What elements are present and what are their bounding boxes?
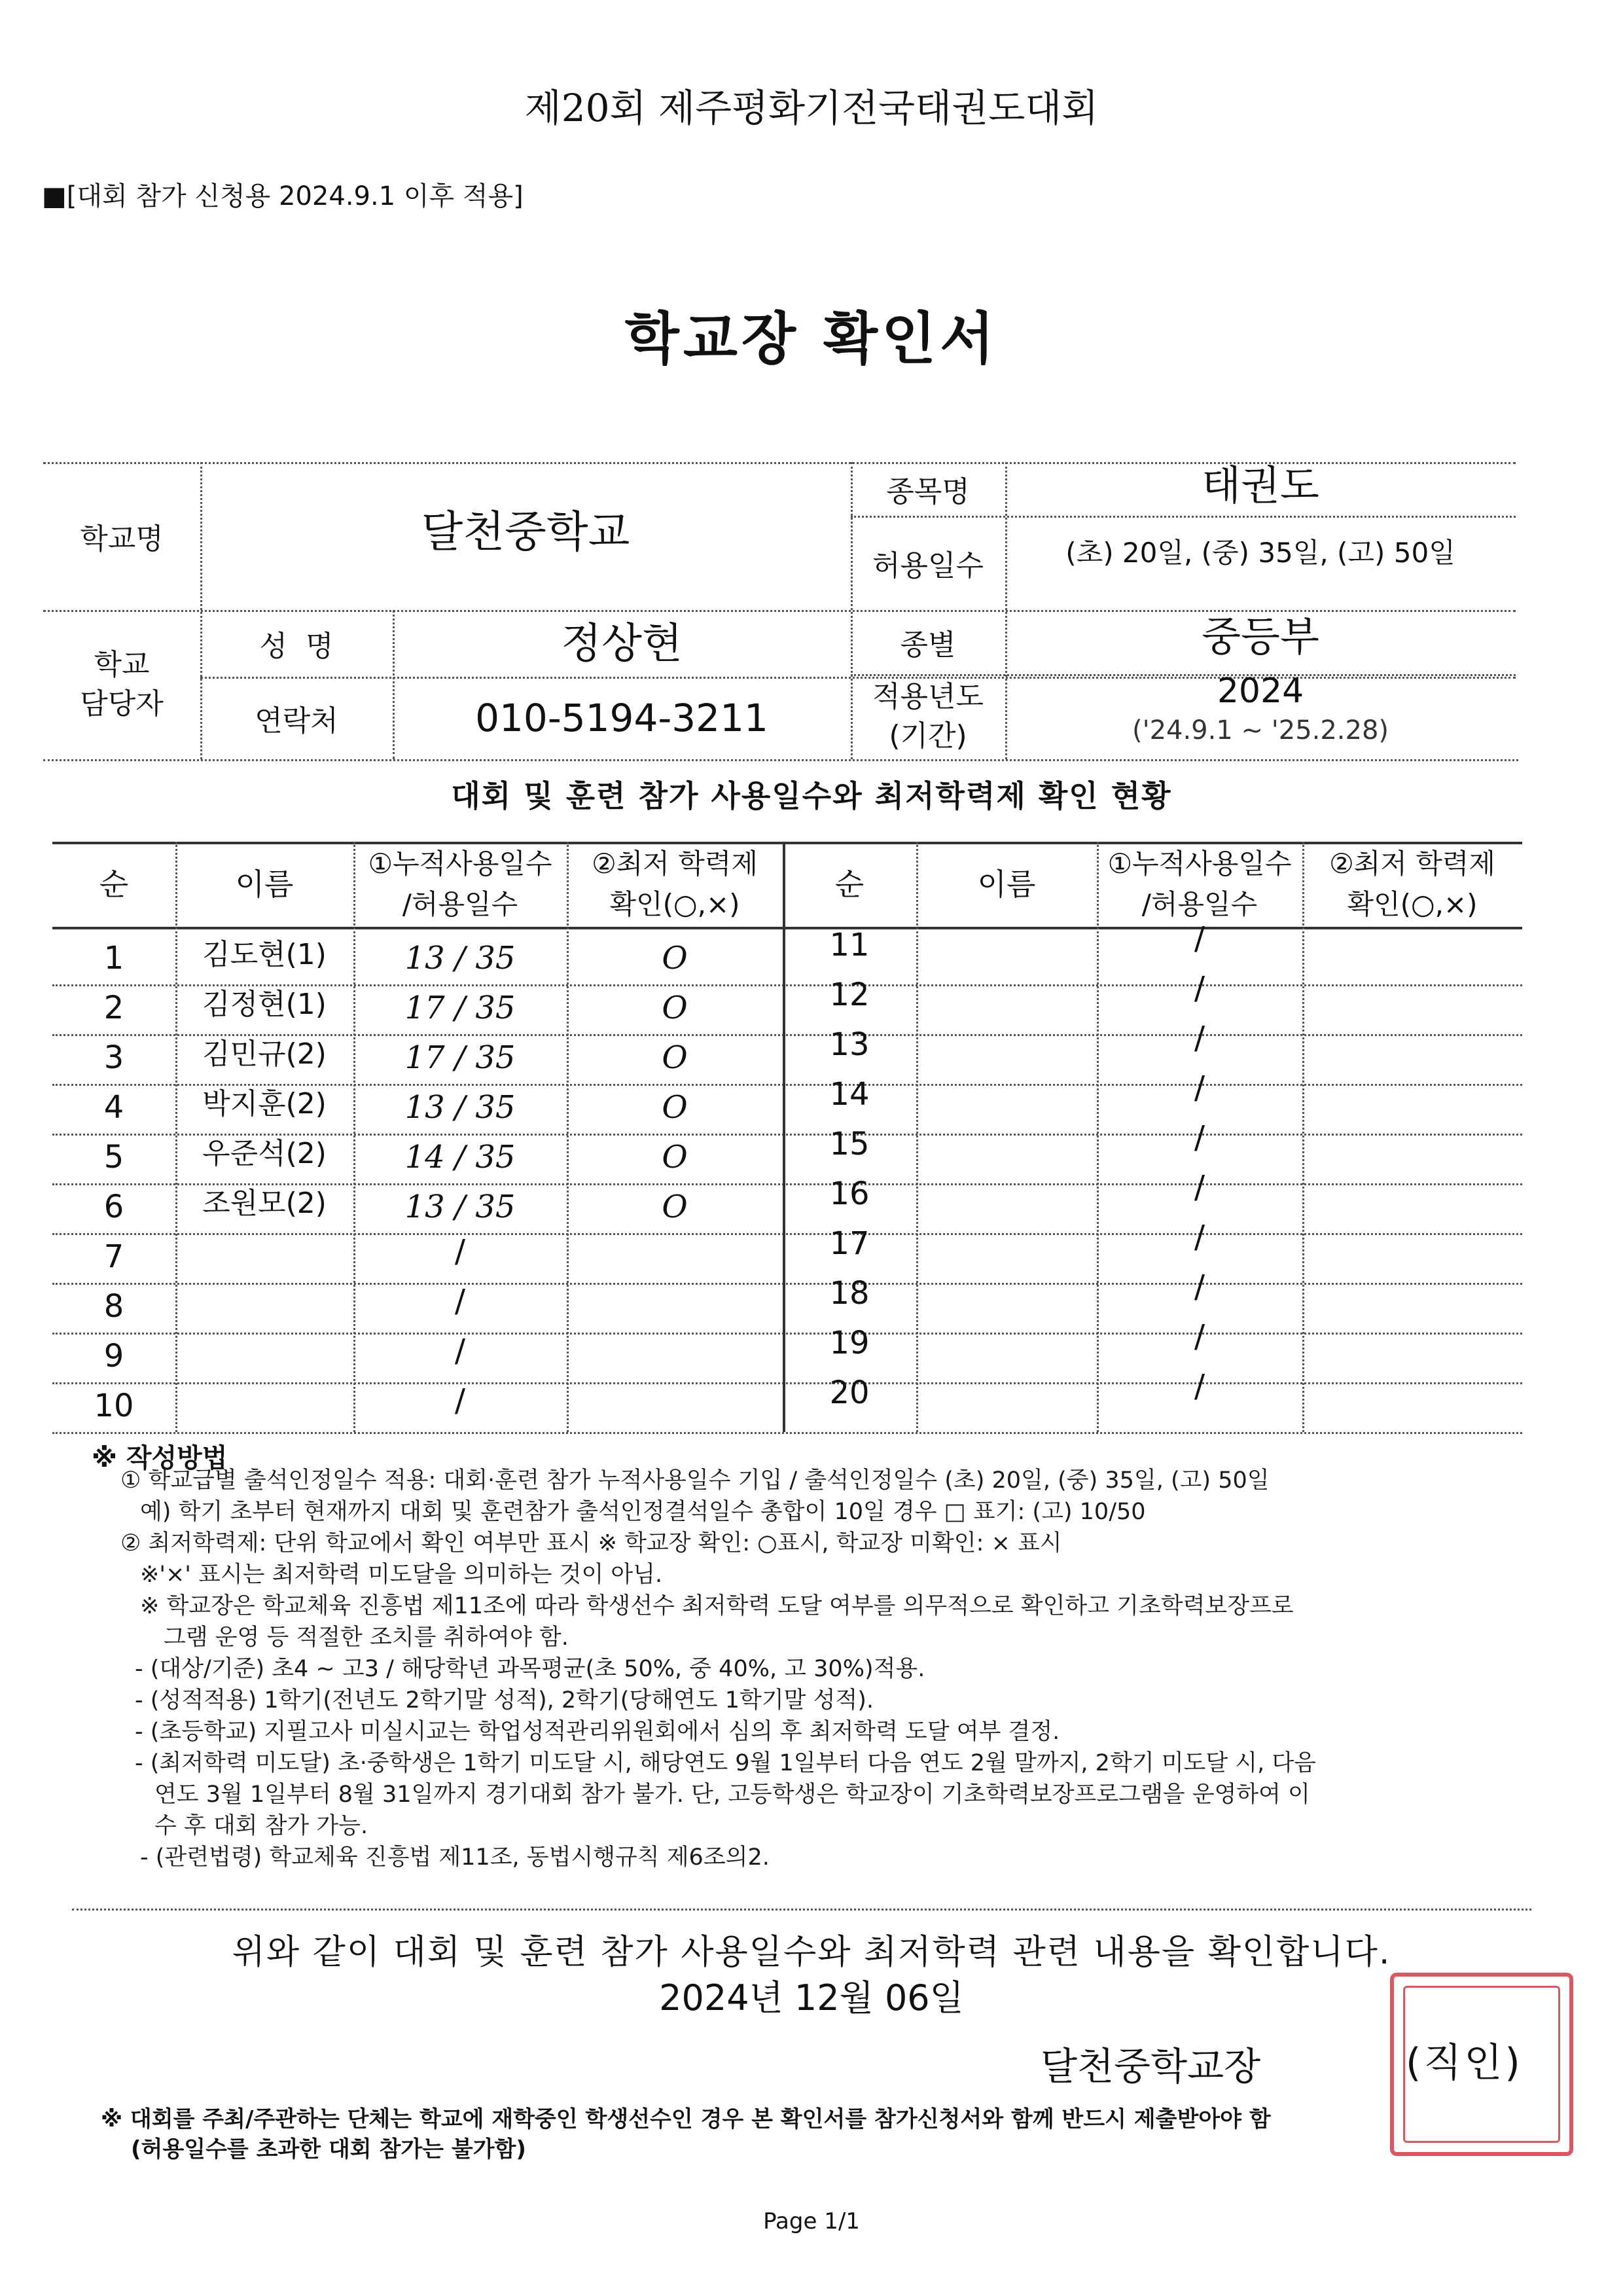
row-no: 14 xyxy=(829,1076,870,1113)
school-name-value: 달천중학교 xyxy=(421,506,630,557)
allowed-days-value: (초) 20일, (중) 35일, (고) 50일 xyxy=(1065,537,1455,569)
document-title: 학교장 확인서 xyxy=(624,306,999,372)
row-check xyxy=(1302,962,1522,1014)
row-check xyxy=(1302,1360,1522,1412)
instruction-line: ※ 학교장은 학교체육 진흥법 제11조에 따라 학생선수 최저학력 도달 여부를 의무적으로 확인하고 기초학력보장프로 xyxy=(140,1593,1294,1619)
row-days: / xyxy=(1194,1318,1205,1355)
status-table-title: 대회 및 훈련 참가 사용일수와 최저학력제 확인 현황 xyxy=(451,778,1172,814)
row-no: 9 xyxy=(103,1338,124,1374)
row-days: / xyxy=(454,1233,466,1270)
page-number: Page 1/1 xyxy=(763,2208,860,2234)
apply-year-value: 2024 xyxy=(1217,672,1304,711)
row-name: 조원모(2) xyxy=(202,1187,327,1220)
row-check: O xyxy=(662,940,688,977)
row-name xyxy=(175,1275,353,1325)
row-no: 10 xyxy=(94,1388,134,1424)
contact-phone-label: 연락처 xyxy=(255,704,338,738)
col-header-check: ②최저 학력제 확인(○,×) xyxy=(1329,848,1495,920)
row-name xyxy=(916,1118,1097,1168)
event-label: 종목명 xyxy=(886,475,970,509)
row-no: 4 xyxy=(103,1089,124,1126)
row-name: 우준석(2) xyxy=(202,1137,327,1170)
instruction-line: - (대상/기준) 초4 ~ 고3 / 해당학년 과목평균(초 50%, 중 40%, 고 30%)적용. xyxy=(135,1656,925,1682)
row-name xyxy=(916,1267,1097,1317)
row-name xyxy=(916,1217,1097,1267)
row-check xyxy=(1302,1012,1522,1064)
row-check: O xyxy=(662,1039,688,1076)
instruction-line: - (초등학교) 지필고사 미실시교는 학업성적관리위원회에서 심의 후 최저학력 도달 여부 결정. xyxy=(135,1719,1060,1745)
row-check xyxy=(1302,1161,1522,1213)
row-check xyxy=(567,1374,783,1427)
submission-note-sub: (허용일수를 초과한 대회 참가는 불가함) xyxy=(131,2136,526,2162)
row-name: 김정현(1) xyxy=(202,988,327,1021)
row-check xyxy=(567,1225,783,1278)
row-name xyxy=(916,969,1097,1018)
row-no: 18 xyxy=(829,1275,870,1312)
row-days: / xyxy=(1194,1219,1205,1255)
col-header-name: 이름 xyxy=(977,867,1036,902)
instruction-line: - (최저학력 미도달) 초·중학생은 1학기 미도달 시, 해당연도 9월 1일부터 다음 연도 2월 말까지, 2학기 미도달 시, 다음 xyxy=(135,1750,1316,1776)
row-no: 11 xyxy=(829,927,870,963)
allowed-days-label: 허용일수 xyxy=(872,549,984,583)
col-header-no: 순 xyxy=(99,867,129,902)
row-days: / xyxy=(1194,1268,1205,1305)
row-check xyxy=(1302,912,1522,965)
row-days: / xyxy=(1194,970,1205,1007)
row-no: 17 xyxy=(829,1225,870,1262)
instruction-line: ※'×' 표시는 최저학력 미도달을 의미하는 것이 아님. xyxy=(140,1562,663,1588)
row-check: O xyxy=(662,990,688,1026)
apply-year-label: 적용년도 (기간) xyxy=(872,680,984,753)
row-check: O xyxy=(662,1139,688,1175)
row-days: / xyxy=(1194,920,1205,957)
row-no: 20 xyxy=(829,1374,870,1411)
instruction-line: ① 학교급별 출석인정일수 적용: 대회·훈련 참가 누적사용일수 기입 / 출석인정일수 (초) 20일, (중) 35일, (고) 50일 xyxy=(120,1467,1270,1494)
row-check xyxy=(1302,1062,1522,1114)
row-name xyxy=(916,1317,1097,1367)
contact-name-label: 성 명 xyxy=(259,630,334,663)
instructions-heading: ※ 작성방법 xyxy=(92,1443,228,1473)
row-no: 19 xyxy=(829,1325,870,1361)
row-check: O xyxy=(662,1089,688,1126)
instruction-line: 수 후 대회 참가 가능. xyxy=(154,1813,368,1839)
row-name: 김도현(1) xyxy=(202,938,327,971)
row-check: O xyxy=(662,1189,688,1225)
row-check xyxy=(567,1325,783,1377)
row-no: 2 xyxy=(103,990,124,1026)
row-no: 5 xyxy=(103,1139,124,1175)
row-name xyxy=(175,1225,353,1275)
row-no: 13 xyxy=(829,1026,870,1063)
division-label: 종별 xyxy=(900,628,956,662)
row-no: 6 xyxy=(103,1189,124,1225)
row-days: 13 / 35 xyxy=(404,940,516,977)
row-days: 17 / 35 xyxy=(404,990,516,1026)
row-check xyxy=(1302,1261,1522,1313)
apply-period-value: ('24.9.1 ~ '25.2.28) xyxy=(1132,715,1389,745)
row-days: / xyxy=(454,1283,466,1319)
row-days: / xyxy=(454,1382,466,1419)
contact-name-value: 정상현 xyxy=(561,620,683,668)
col-header-check: ②최저 학력제 확인(○,×) xyxy=(592,848,758,920)
row-no: 7 xyxy=(103,1238,124,1275)
instruction-line: - (관련법령) 학교체육 진흥법 제11조, 동법시행규칙 제6조의2. xyxy=(140,1844,770,1871)
confirmation-date: 2024년 12월 06일 xyxy=(659,1977,964,2018)
row-name xyxy=(916,1068,1097,1118)
row-days: / xyxy=(1194,1368,1205,1405)
row-name xyxy=(916,1168,1097,1217)
row-days: / xyxy=(1194,1119,1205,1156)
col-header-no: 순 xyxy=(834,867,865,902)
submission-note: ※ 대회를 주최/주관하는 단체는 학교에 재학중인 학생선수인 경우 본 확인서를 참가신청서와 함께 반드시 제출받아야 함 xyxy=(101,2106,1271,2132)
row-check xyxy=(567,1275,783,1327)
school-name-label: 학교명 xyxy=(80,522,164,556)
seal-label: (직인) xyxy=(1406,2040,1523,2086)
division-value: 중등부 xyxy=(1202,612,1319,660)
row-days: / xyxy=(1194,1069,1205,1106)
row-name xyxy=(916,919,1097,969)
row-no: 3 xyxy=(103,1039,124,1076)
row-no: 1 xyxy=(103,940,124,977)
confirmation-statement: 위와 같이 대회 및 훈련 참가 사용일수와 최저학력 관련 내용을 확인합니다. xyxy=(232,1933,1391,1972)
row-no: 12 xyxy=(829,977,870,1013)
contact-group-label: 학교 담당자 xyxy=(80,648,164,721)
row-name xyxy=(175,1325,353,1374)
instruction-line: ② 최저학력제: 단위 학교에서 확인 여부만 표시 ※ 학교장 확인: ○표시, 학교장 미확인: × 표시 xyxy=(120,1530,1062,1556)
row-name xyxy=(175,1374,353,1424)
contact-phone-value: 010-5194-3211 xyxy=(475,696,768,740)
row-no: 15 xyxy=(829,1126,870,1162)
row-no: 16 xyxy=(829,1175,870,1212)
row-days: / xyxy=(454,1333,466,1369)
row-name: 김민규(2) xyxy=(202,1037,327,1071)
col-header-days: ①누적사용일수 /허용일수 xyxy=(368,848,552,920)
event-value: 태권도 xyxy=(1202,461,1319,509)
instruction-line: 예) 학기 초부터 현재까지 대회 및 훈련참가 출석인정결석일수 총합이 10일 경우 □ 표기: (고) 10/50 xyxy=(140,1499,1146,1525)
col-header-name: 이름 xyxy=(235,867,294,902)
competition-title: 제20회 제주평화기전국태권도대회 xyxy=(524,86,1099,130)
col-header-days: ①누적사용일수 /허용일수 xyxy=(1107,848,1292,920)
row-name xyxy=(916,1018,1097,1068)
row-check xyxy=(1302,1111,1522,1164)
row-name: 박지훈(2) xyxy=(202,1087,327,1121)
row-check xyxy=(1302,1310,1522,1363)
principal-name: 달천중학교장 xyxy=(1041,2044,1261,2089)
row-days: / xyxy=(1194,1020,1205,1056)
row-days: 13 / 35 xyxy=(404,1089,516,1126)
row-days: / xyxy=(1194,1169,1205,1206)
row-name xyxy=(916,1367,1097,1416)
row-days: 14 / 35 xyxy=(404,1139,516,1175)
row-days: 13 / 35 xyxy=(404,1189,516,1225)
row-days: 17 / 35 xyxy=(404,1039,516,1076)
instruction-line: 그램 운영 등 적절한 조치를 취하여야 함. xyxy=(164,1624,569,1651)
row-check xyxy=(1302,1211,1522,1263)
row-no: 8 xyxy=(103,1288,124,1325)
instruction-line: 연도 3월 1일부터 8월 31일까지 경기대회 참가 불가. 단, 고등학생은 학교장이 기초학력보장프로그램을 운영하여 이 xyxy=(154,1782,1310,1808)
form-usage-label: ■[대회 참가 신청용 2024.9.1 이후 적용] xyxy=(42,181,524,211)
instruction-line: - (성적적용) 1학기(전년도 2학기말 성적), 2학기(당해연도 1학기말 성적). xyxy=(135,1687,874,1713)
